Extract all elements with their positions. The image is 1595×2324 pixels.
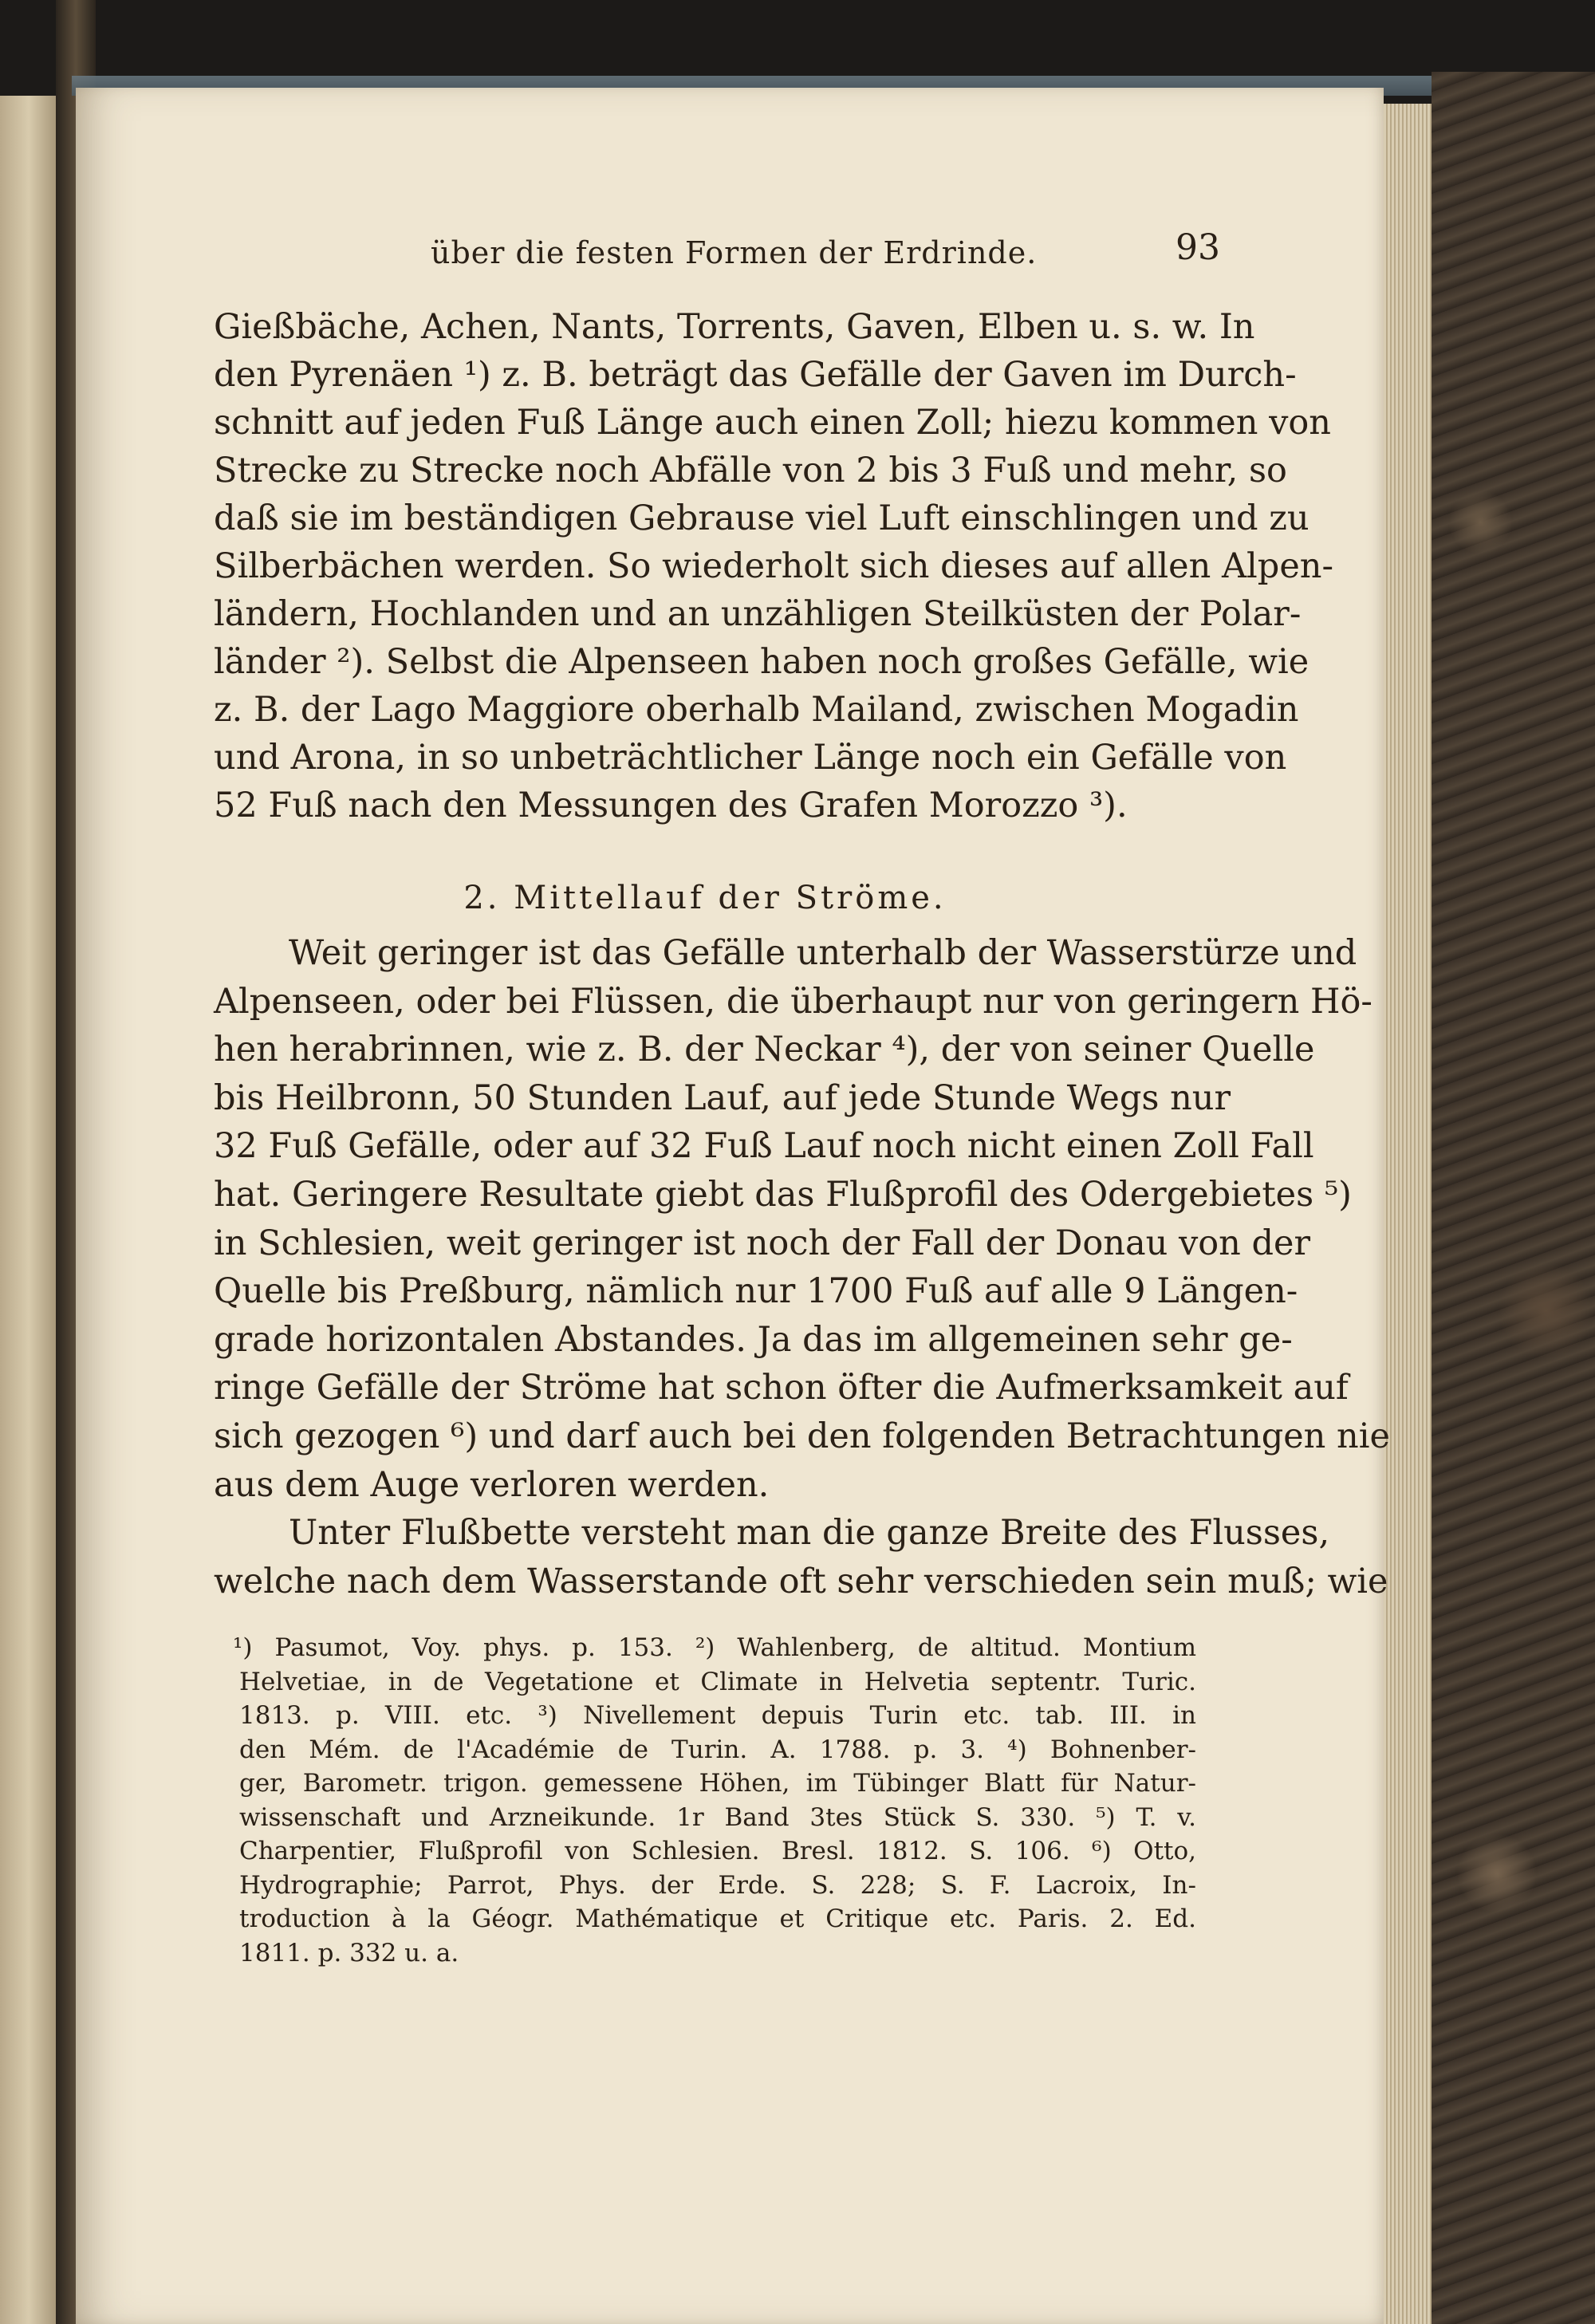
text-line: Silberbächen werden. So wiederholt sich dieses auf allen Alpen- bbox=[214, 546, 1333, 586]
footnote-line: Charpentier, Flußprofil von Schlesien. Bresl. 1812. S. 106. ⁶) Otto, bbox=[239, 1837, 1196, 1865]
text-line: z. B. der Lago Maggiore oberhalb Mailand, zwischen Mogadin bbox=[214, 690, 1299, 730]
text-line: sich gezogen ⁶) und darf auch bei den folgenden Betrachtungen nie bbox=[214, 1416, 1390, 1456]
text-line: in Schlesien, weit geringer ist noch der Fall der Donau von der bbox=[214, 1223, 1311, 1263]
running-title: über die festen Formen der Erdrinde. bbox=[431, 235, 1038, 270]
footnote-line: Helvetiae, in de Vegetatione et Climate in Helvetia septentr. Turic. bbox=[239, 1667, 1196, 1696]
footnote-line: Hydrographie; Parrot, Phys. der Erde. S. 228; S. F. Lacroix, In- bbox=[239, 1870, 1196, 1900]
footnotes bbox=[233, 1631, 1196, 1970]
text-line: Unter Flußbette versteht man die ganze Breite des Flusses, bbox=[289, 1513, 1330, 1554]
footnote-line: ¹) Pasumot, Voy. phys. p. 153. ²) Wahlenberg, de altitud. Montium bbox=[233, 1633, 1196, 1662]
footnote-line: wissenschaft und Arzneikunde. 1r Band 3tes Stück S. 330. ⁵) T. v. bbox=[239, 1802, 1196, 1832]
section-heading: 2. Mittellauf der Ströme. bbox=[463, 880, 947, 916]
text-line: schnitt auf jeden Fuß Länge auch einen Zoll; hiezu kommen von bbox=[214, 403, 1331, 443]
footnote-line: den Mém. de l'Académie de Turin. A. 1788. p. 3. ⁴) Bohnenber- bbox=[239, 1735, 1196, 1764]
text-line: Quelle bis Preßburg, nämlich nur 1700 Fuß auf alle 9 Längen- bbox=[214, 1271, 1298, 1312]
text-line: ländern, Hochlanden und an unzähligen Steilküsten der Polar- bbox=[214, 594, 1302, 634]
footnote-line: troduction à la Géogr. Mathématique et Critique etc. Paris. 2. Ed. bbox=[239, 1904, 1196, 1933]
text-line: Weit geringer ist das Gefälle unterhalb der Wasserstürze und bbox=[289, 933, 1357, 973]
text-line: grade horizontalen Abstandes. Ja das im allgemeinen sehr ge- bbox=[214, 1319, 1293, 1360]
text-line: Alpenseen, oder bei Flüssen, die überhaupt nur von geringern Hö- bbox=[214, 981, 1372, 1022]
text-line: daß sie im beständigen Gebrause viel Luft einschlingen und zu bbox=[214, 498, 1309, 538]
footnote-line: 1811. p. 332 u. a. bbox=[239, 1938, 459, 1968]
text-line: länder ²). Selbst die Alpenseen haben noch großes Gefälle, wie bbox=[214, 642, 1309, 682]
text-line: hen herabrinnen, wie z. B. der Neckar ⁴), der von seiner Quelle bbox=[214, 1030, 1315, 1070]
footnote-line: 1813. p. VIII. etc. ³) Nivellement depuis Turin etc. tab. III. in bbox=[239, 1701, 1196, 1730]
text-line: ringe Gefälle der Ströme hat schon öfter die Aufmerksamkeit auf bbox=[214, 1368, 1349, 1408]
text-line: Gießbäche, Achen, Nants, Torrents, Gaven, Elben u. s. w. In bbox=[214, 307, 1255, 347]
text-line: Strecke zu Strecke noch Abfälle von 2 bis 3 Fuß und mehr, so bbox=[214, 451, 1287, 490]
text-line: 52 Fuß nach den Messungen des Grafen Morozzo ³). bbox=[214, 786, 1128, 825]
text-line: und Arona, in so unbeträchtlicher Länge noch ein Gefälle von bbox=[214, 738, 1287, 778]
footnote-line: ger, Barometr. trigon. gemessene Höhen, im Tübinger Blatt für Natur- bbox=[239, 1769, 1196, 1798]
text-line: den Pyrenäen ¹) z. B. beträgt das Gefälle der Gaven im Durch- bbox=[214, 355, 1297, 395]
text-line: bis Heilbronn, 50 Stunden Lauf, auf jede Stunde Wegs nur bbox=[214, 1077, 1231, 1118]
text-line: 32 Fuß Gefälle, oder auf 32 Fuß Lauf noch nicht einen Zoll Fall bbox=[214, 1126, 1314, 1167]
paragraph-2 bbox=[214, 929, 1390, 1605]
text-line: welche nach dem Wasserstande oft sehr verschieden sein muß; wie bbox=[214, 1561, 1388, 1601]
paragraph-1 bbox=[214, 303, 1333, 829]
text-line: aus dem Auge verloren werden. bbox=[214, 1464, 770, 1505]
page-number: 93 bbox=[1176, 227, 1220, 268]
text-line: hat. Geringere Resultate giebt das Flußprofil des Odergebietes ⁵) bbox=[214, 1174, 1352, 1215]
